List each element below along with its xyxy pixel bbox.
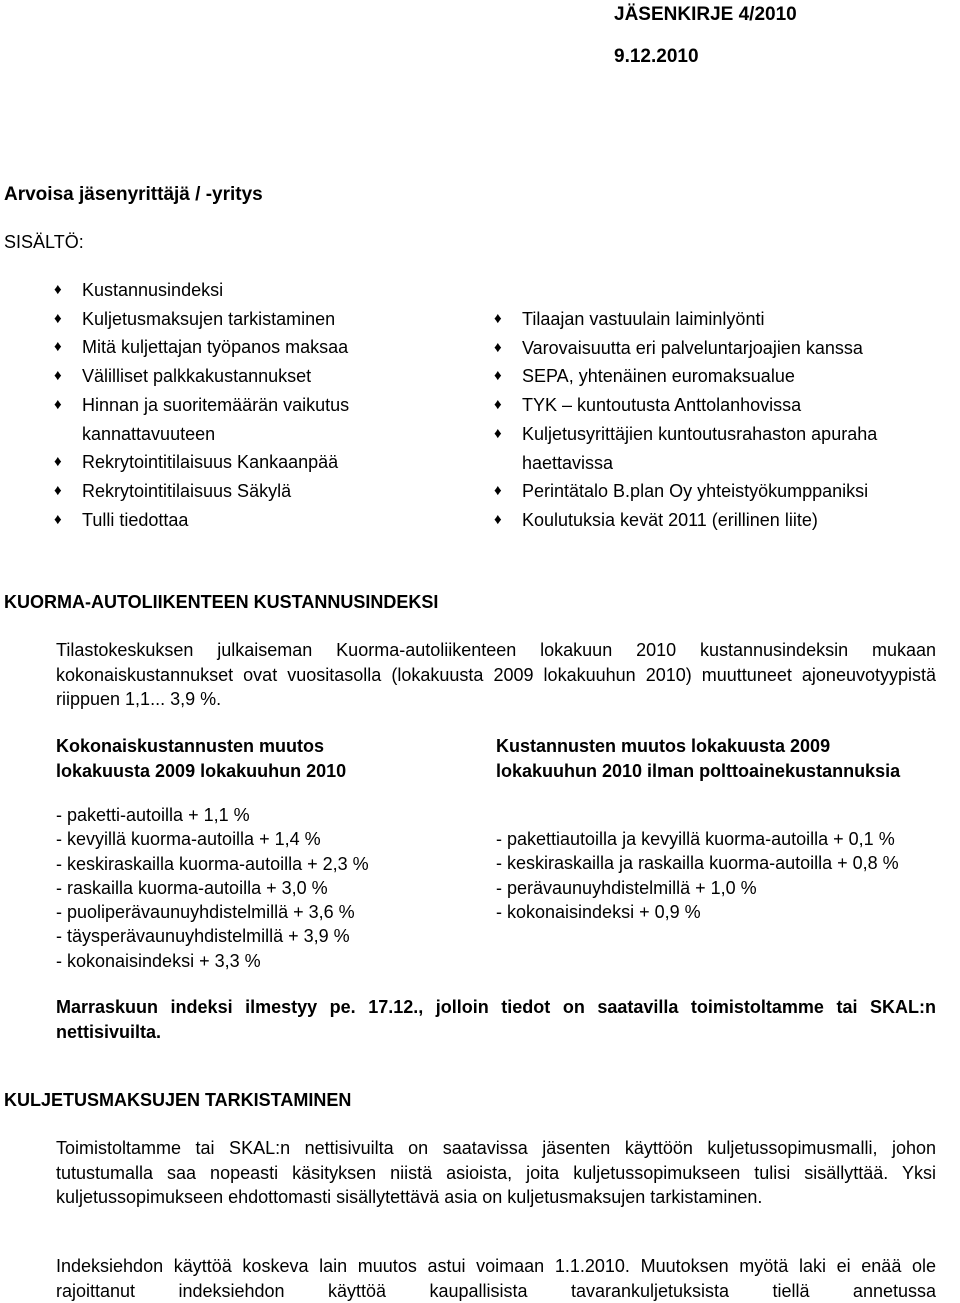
list-item: - paketti-autoilla + 1,1 % — [56, 805, 250, 825]
toc-item — [54, 477, 414, 506]
left-heading-line: lokakuusta 2009 lokakuuhun 2010 — [56, 760, 347, 781]
transport-fees-paragraph-1: Toimistoltamme tai SKAL:n nettisivuilta on saatavissa jäsenten käyttöön kuljetussopimusmalli, johon tutustumalla saa nopeasti käsityksen niistä asioista, joita kuljetussopimukseen tulisi sisällyttää. Yksi kuljetussopimukseen ehdottomasti sisällytettävä asia on kuljetusmaksujen tarkistaminen. — [56, 1138, 936, 1207]
toc-item-label: SEPA, yhtenäinen euromaksualue — [522, 366, 795, 387]
list-item: - keskiraskailla kuorma-autoilla + 2,3 % — [56, 853, 369, 874]
list-item: - raskailla kuorma-autoilla + 3,0 % — [56, 877, 328, 898]
toc-item — [494, 477, 934, 506]
toc-item-label: Kustannusindeksi — [82, 280, 224, 300]
toc-item-label: Välilliset palkkakustannukset — [82, 366, 312, 387]
list-item: - perävaunuyhdistelmillä + 1,0 % — [496, 877, 757, 898]
diamond-bullet-icon: ♦ — [494, 510, 502, 528]
transport-fees-paragraph-2: Indeksiehdon käyttöä koskeva lain muutos astui voimaan 1.1.2010. Muutoksen myötä laki ei enää ole rajoittanut indeksiehdon käyttöä kaupallisista tavarankuljetuksista tiellä annetussa — [56, 1256, 936, 1301]
diamond-bullet-icon: ♦ — [54, 338, 62, 356]
toc-item — [494, 334, 934, 363]
diamond-bullet-icon: ♦ — [494, 310, 502, 327]
cost-index-intro: Tilastokeskuksen julkaiseman Kuorma-autoliikenteen lokakuun 2010 kustannusindeksin mukaan kokonaiskustannukset ovat vuositasolla (lokakuusta 2009 lokakuuhun 2010) muuttuneet ajoneuvotyypistä riippuen 1,1... 3,9 %. — [56, 640, 936, 709]
newsletter-title: JÄSENKIRJE 4/2010 — [614, 4, 797, 25]
toc-item — [494, 305, 934, 334]
list-item: - kokonaisindeksi + 0,9 % — [496, 901, 701, 922]
diamond-bullet-icon: ♦ — [54, 481, 62, 499]
right-heading-line: lokakuuhun 2010 ilman polttoainekustannuksia — [496, 760, 901, 781]
diamond-bullet-icon: ♦ — [494, 338, 502, 356]
greeting: Arvoisa jäsenyrittäjä / -yritys — [4, 184, 263, 205]
toc-item — [54, 276, 414, 305]
newsletter-date: 9.12.2010 — [614, 46, 699, 67]
list-item: - kevyillä kuorma-autoilla + 1,4 % — [56, 829, 321, 850]
toc-item — [54, 506, 414, 535]
toc-right-list — [494, 305, 934, 535]
diamond-bullet-icon: ♦ — [54, 453, 62, 471]
toc-item — [54, 333, 414, 362]
diamond-bullet-icon: ♦ — [494, 482, 502, 500]
index-release-note: Marraskuun indeksi ilmestyy pe. 17.12., jolloin tiedot on saatavilla toimistoltamme tai SKAL:n nettisivuilta. — [56, 997, 936, 1042]
toc-item — [54, 362, 414, 391]
total-cost-change-list — [56, 803, 476, 973]
toc-item — [54, 448, 414, 477]
toc-item-label: Kuljetusmaksujen tarkistaminen — [82, 308, 336, 329]
diamond-bullet-icon: ♦ — [494, 367, 502, 385]
toc-item — [494, 506, 934, 535]
toc-item — [494, 362, 934, 391]
toc-left-list — [54, 276, 414, 534]
list-item: - pakettiautoilla ja kevyillä kuorma-autoilla + 0,1 % — [496, 829, 895, 849]
left-column-heading — [56, 734, 476, 783]
toc-item-label: Rekrytointitilaisuus Kankaanpää — [82, 452, 339, 473]
toc-item-label: Tulli tiedottaa — [82, 509, 189, 530]
toc-item — [54, 305, 414, 334]
list-item: - täysperävaunuyhdistelmillä + 3,9 % — [56, 926, 350, 947]
diamond-bullet-icon: ♦ — [54, 309, 62, 327]
toc-item-label: Rekrytointitilaisuus Säkylä — [82, 480, 292, 501]
cost-change-without-fuel-list — [496, 827, 958, 924]
diamond-bullet-icon: ♦ — [54, 395, 62, 413]
list-item: - kokonaisindeksi + 3,3 % — [56, 950, 261, 971]
left-heading-line: Kokonaiskustannusten muutos — [56, 736, 325, 756]
section-heading-cost-index: KUORMA-AUTOLIIKENTEEN KUSTANNUSINDEKSI — [4, 592, 439, 612]
toc-item-label: Perintätalo B.plan Oy yhteistyökumppaniksi — [522, 481, 869, 502]
right-heading-line: Kustannusten muutos lokakuusta 2009 — [496, 736, 831, 756]
toc-item-label: Mitä kuljettajan työpanos maksaa — [82, 337, 349, 358]
diamond-bullet-icon: ♦ — [494, 396, 502, 414]
toc-item-label: Kuljetusyrittäjien kuntoutusrahaston apuraha haettavissa — [522, 423, 878, 473]
toc-item — [494, 420, 934, 477]
list-item: - keskiraskailla ja raskailla kuorma-autoilla + 0,8 % — [496, 853, 899, 874]
toc-item-label: Koulutuksia kevät 2011 (erillinen liite) — [522, 509, 818, 530]
section-heading-transport-fees: KULJETUSMAKSUJEN TARKISTAMINEN — [4, 1090, 352, 1110]
contents-label: SISÄLTÖ: — [4, 232, 84, 252]
right-column-heading — [496, 734, 958, 783]
diamond-bullet-icon: ♦ — [54, 510, 62, 528]
toc-item-label: Varovaisuutta eri palveluntarjoajien kanssa — [522, 337, 863, 358]
toc-item-label: TYK – kuntoutusta Anttolanhovissa — [522, 395, 802, 416]
diamond-bullet-icon: ♦ — [494, 424, 502, 442]
list-item: - puoliperävaunuyhdistelmillä + 3,6 % — [56, 902, 355, 923]
toc-item-label: Hinnan ja suoritemäärän vaikutus kannattavuuteen — [82, 394, 350, 444]
diamond-bullet-icon: ♦ — [54, 281, 62, 298]
toc-item-label: Tilaajan vastuulain laiminlyönti — [522, 309, 765, 329]
diamond-bullet-icon: ♦ — [54, 367, 62, 385]
toc-item — [54, 391, 414, 448]
toc-item — [494, 391, 934, 420]
